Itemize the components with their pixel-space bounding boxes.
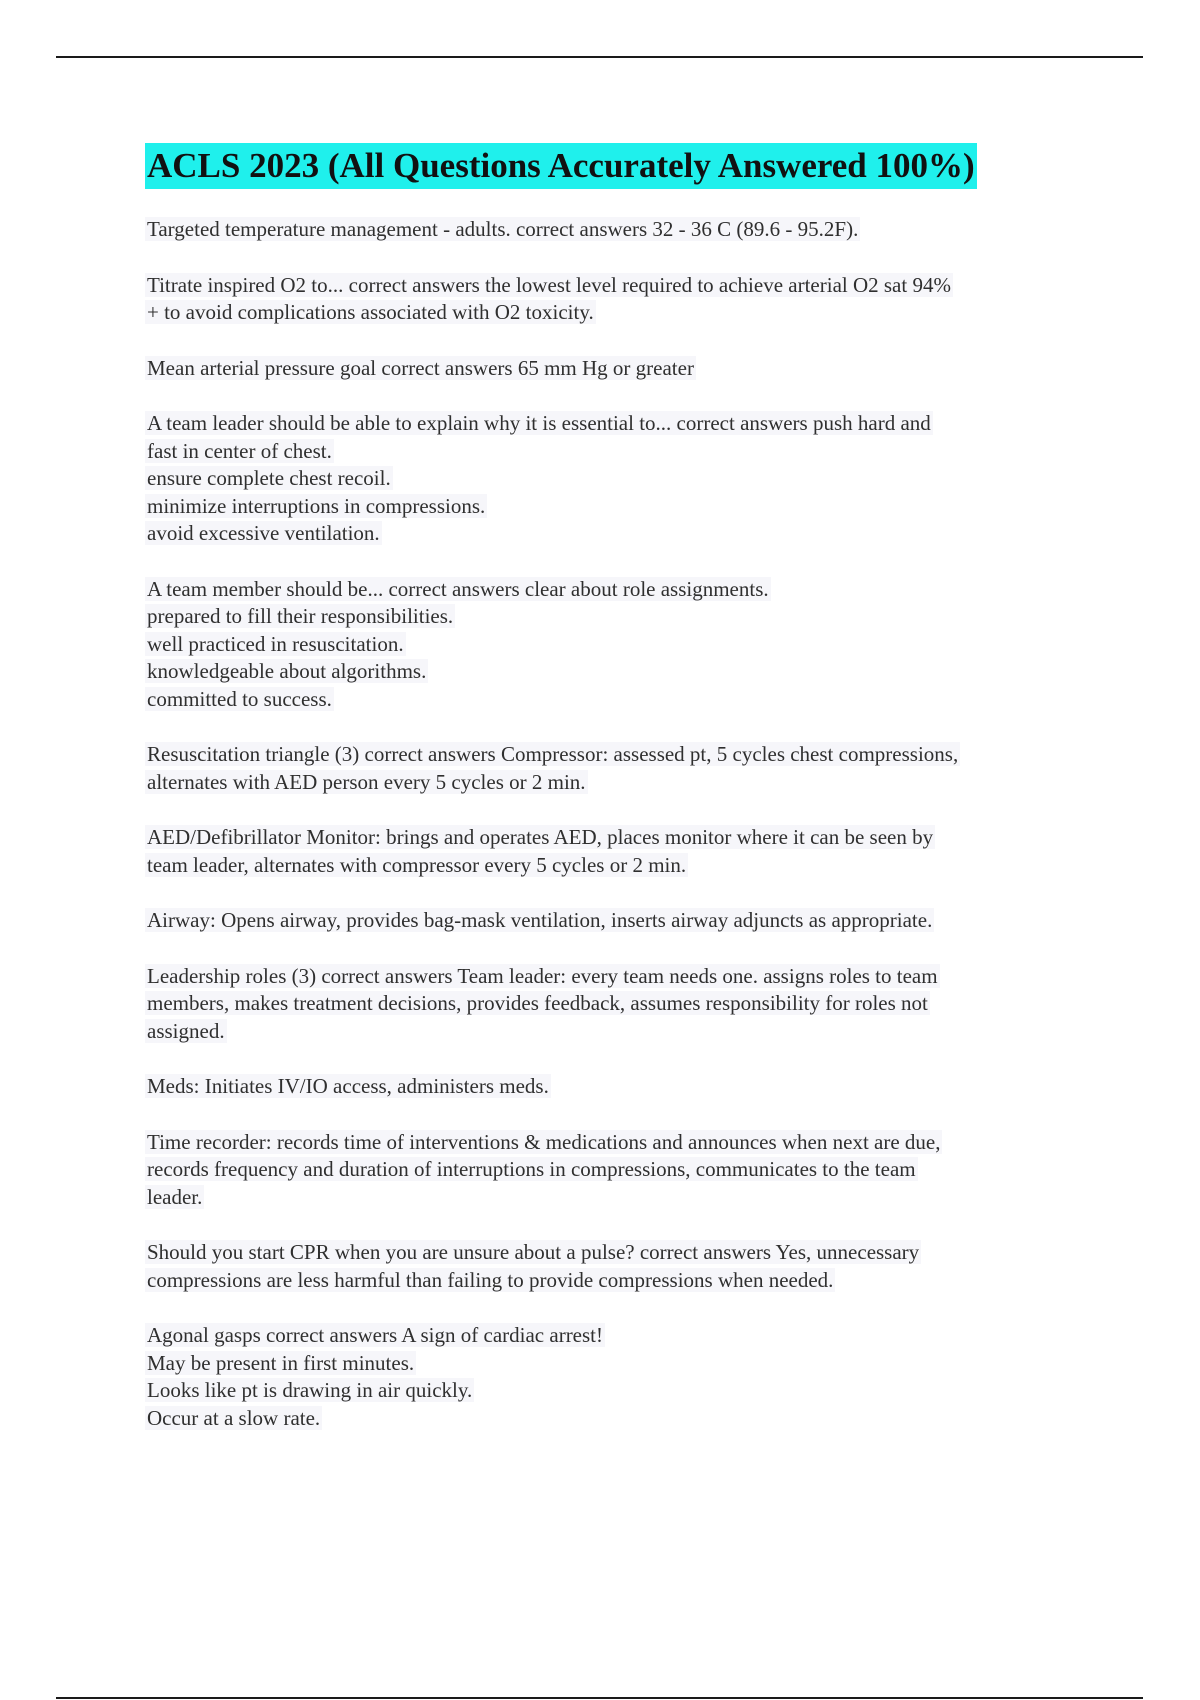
entry-line-text: Meds: Initiates IV/IO access, administers meds. (147, 1074, 549, 1098)
entry-line (145, 603, 1090, 631)
entry-line (145, 1377, 1090, 1405)
qa-entry (145, 410, 1090, 548)
entry-line-text: committed to success. (147, 686, 332, 711)
entry-line-text: May be present in first minutes. (147, 1350, 415, 1375)
entry-line-text: Targeted temperature management - adults. correct answers 32 - 36 C (89.6 - 95.2F). (147, 217, 859, 241)
entry-line (145, 1073, 1090, 1101)
entry-line (145, 1156, 1090, 1184)
entry-line-text: ensure complete chest recoil. (147, 466, 391, 490)
entry-line (145, 216, 1090, 244)
qa-entry (145, 1322, 1090, 1432)
entry-line (145, 1350, 1090, 1378)
entry-line-text: members, makes treatment decisions, provides feedback, assumes responsibility for roles not (147, 991, 928, 1015)
entry-line (145, 1239, 1090, 1267)
title-block (145, 143, 1090, 196)
entry-line-text: Should you start CPR when you are unsure about a pulse? correct answers Yes, unnecessary (147, 1240, 920, 1264)
qa-entry (145, 216, 1090, 244)
entry-line-text: knowledgeable about algorithms. (147, 659, 427, 683)
entry-line (145, 907, 1090, 935)
entry-line (145, 990, 1090, 1018)
qa-entry (145, 1073, 1090, 1101)
bottom-rule (56, 1697, 1143, 1699)
entry-line-text: prepared to fill their responsibilities. (147, 604, 454, 628)
entry-line (145, 1267, 1090, 1295)
entry-line (145, 1129, 1090, 1157)
qa-entry (145, 576, 1090, 714)
entry-line (145, 769, 1090, 797)
document-body (145, 143, 1090, 1460)
entry-line (145, 741, 1090, 769)
document-title: ACLS 2023 (All Questions Accurately Answered 100%) (145, 143, 977, 189)
qa-entry (145, 355, 1090, 383)
qa-entry (145, 907, 1090, 935)
entry-line (145, 963, 1090, 991)
qa-entry (145, 272, 1090, 327)
entry-line (145, 1184, 1090, 1212)
qa-entry (145, 963, 1090, 1046)
qa-entries (145, 216, 1090, 1432)
entry-line-text: records frequency and duration of interruptions in compressions, communicates to the team (147, 1157, 916, 1181)
entry-line-text: Leadership roles (3) correct answers Team leader: every team needs one. assigns roles to team (147, 963, 938, 988)
entry-line (145, 272, 1090, 300)
entry-line-text: avoid excessive ventilation. (147, 521, 380, 545)
entry-line-text: Occur at a slow rate. (147, 1405, 321, 1430)
entry-line (145, 493, 1090, 521)
qa-entry (145, 741, 1090, 796)
entry-line (145, 658, 1090, 686)
qa-entry (145, 824, 1090, 879)
entry-line (145, 686, 1090, 714)
entry-line-text: AED/Defibrillator Monitor: brings and operates AED, places monitor where it can be seen by (147, 825, 934, 849)
entry-line (145, 631, 1090, 659)
entry-line-text: compressions are less harmful than failing to provide compressions when needed. (147, 1267, 834, 1292)
entry-line (145, 1405, 1090, 1433)
entry-line-text: alternates with AED person every 5 cycles or 2 min. (147, 769, 586, 794)
entry-line-text: fast in center of chest. (147, 438, 332, 463)
entry-line-text: Titrate inspired O2 to... correct answers the lowest level required to achieve arterial O2 sat 94% (147, 272, 951, 297)
entry-line-text: Time recorder: records time of interventions & medications and announces when next are due, (147, 1129, 941, 1154)
entry-line (145, 520, 1090, 548)
entry-line (145, 438, 1090, 466)
qa-entry (145, 1239, 1090, 1294)
entry-line (145, 465, 1090, 493)
entry-line-text: A team leader should be able to explain why it is essential to... correct answers push hard and (147, 411, 931, 435)
entry-line (145, 1322, 1090, 1350)
entry-line-text: Agonal gasps correct answers A sign of cardiac arrest! (147, 1323, 604, 1347)
entry-line (145, 576, 1090, 604)
top-rule (56, 56, 1143, 58)
entry-line (145, 852, 1090, 880)
entry-line (145, 824, 1090, 852)
entry-line-text: leader. (147, 1184, 203, 1209)
entry-line-text: team leader, alternates with compressor every 5 cycles or 2 min. (147, 852, 687, 877)
entry-line-text: assigned. (147, 1018, 225, 1043)
entry-line-text: + to avoid complications associated with O2 toxicity. (147, 300, 594, 324)
entry-line-text: Resuscitation triangle (3) correct answers Compressor: assessed pt, 5 cycles chest compressions, (147, 742, 959, 766)
entry-line (145, 410, 1090, 438)
entry-line (145, 1018, 1090, 1046)
entry-line-text: Airway: Opens airway, provides bag-mask ventilation, inserts airway adjuncts as appropriate. (147, 908, 933, 932)
entry-line-text: Mean arterial pressure goal correct answers 65 mm Hg or greater (147, 355, 694, 380)
entry-line (145, 355, 1090, 383)
entry-line-text: A team member should be... correct answers clear about role assignments. (147, 576, 769, 601)
qa-entry (145, 1129, 1090, 1212)
entry-line-text: minimize interruptions in compressions. (147, 493, 486, 518)
entry-line (145, 299, 1090, 327)
entry-line-text: well practiced in resuscitation. (147, 631, 404, 656)
entry-line-text: Looks like pt is drawing in air quickly. (147, 1378, 473, 1402)
